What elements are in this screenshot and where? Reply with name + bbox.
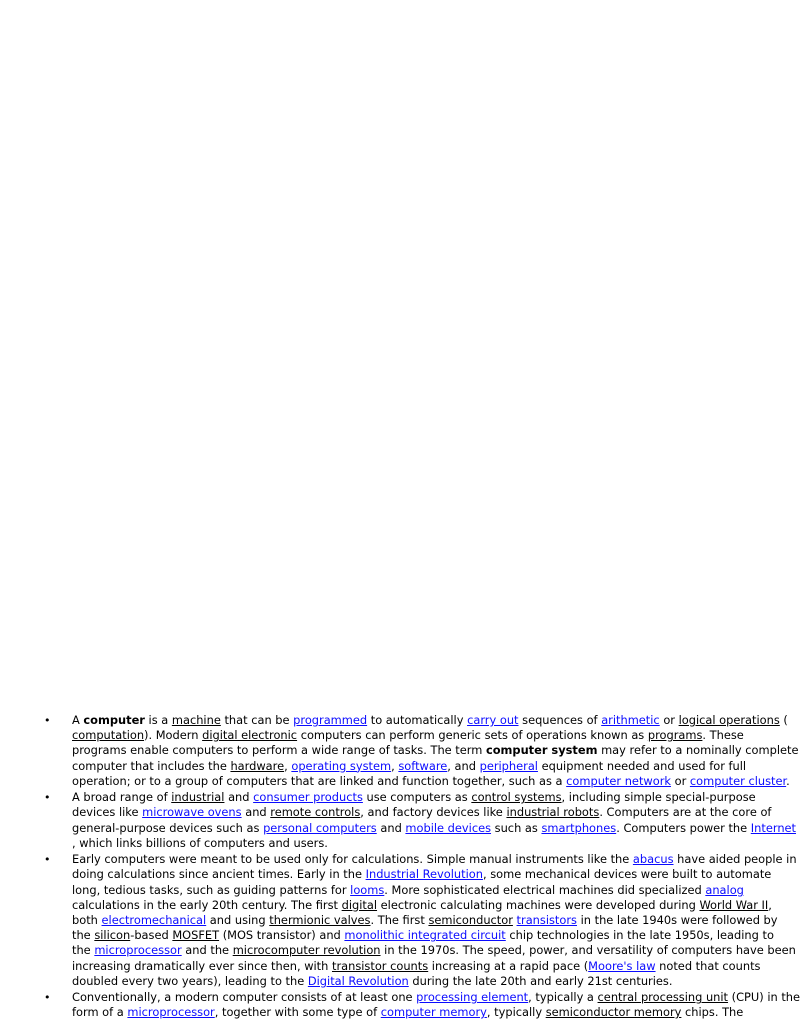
- hyperlink[interactable]: Digital Revolution: [307, 973, 409, 988]
- hyperlink[interactable]: smartphones: [541, 820, 617, 835]
- hyperlink[interactable]: personal computers: [263, 820, 377, 835]
- text-run: ). Modern: [144, 728, 203, 743]
- text-line: [72, 805, 771, 820]
- text-run: chips. The: [681, 1005, 744, 1020]
- hyperlink[interactable]: thermionic valves: [269, 912, 371, 927]
- text-run: ,: [284, 758, 292, 773]
- text-run: in the 1970s. The speed, power, and versatility of computers have been: [380, 943, 796, 958]
- hyperlink[interactable]: mobile devices: [405, 820, 492, 835]
- bold-term: computer system: [485, 743, 598, 758]
- text-run: . More sophisticated electrical machines did specialized: [384, 882, 706, 897]
- text-run: (CPU) in the: [728, 990, 800, 1005]
- text-run: , and: [447, 758, 480, 773]
- hyperlink[interactable]: digital electronic: [202, 728, 298, 743]
- text-line: [72, 821, 796, 836]
- hyperlink[interactable]: carry out: [467, 713, 519, 727]
- hyperlink[interactable]: logical operations: [678, 713, 780, 727]
- text-line: [72, 898, 772, 913]
- text-line: [72, 852, 797, 867]
- text-line: [72, 883, 744, 898]
- hyperlink[interactable]: Industrial Revolution: [365, 867, 483, 882]
- text-run: equipment needed and used for full: [537, 758, 747, 773]
- hyperlink[interactable]: arithmetic: [601, 713, 660, 727]
- text-line: [72, 1005, 743, 1020]
- text-run: the: [72, 928, 95, 943]
- hyperlink[interactable]: looms: [350, 882, 385, 897]
- hyperlink[interactable]: microprocessor: [127, 1005, 215, 1020]
- text-line: [72, 774, 790, 789]
- text-run: have aided people in: [673, 852, 797, 867]
- text-run: programs enable computers to perform a wide range of tasks. The term: [72, 743, 486, 758]
- text-run: during the late 20th and early 21st centuries.: [408, 973, 673, 988]
- text-run: , together with some type of: [214, 1005, 381, 1020]
- text-run: computer that includes the: [72, 758, 231, 773]
- text-run: (: [779, 713, 788, 727]
- text-run: and: [376, 820, 406, 835]
- bullet-marker: •: [44, 791, 51, 805]
- text-run: . Computers power the: [616, 820, 751, 835]
- text-run: Early computers were meant to be used only for calculations. Simple manual instruments like the: [72, 852, 633, 867]
- text-run: operation; or to a group of computers that are linked and function together, such as a: [72, 773, 567, 788]
- text-run: doing calculations since ancient times. Early in the: [72, 867, 366, 882]
- text-run: . The first: [370, 912, 429, 927]
- text-run: , some mechanical devices were built to automate: [482, 867, 772, 882]
- text-line: [72, 974, 672, 989]
- text-run: noted that counts: [655, 958, 761, 973]
- text-run: ,: [391, 758, 399, 773]
- hyperlink[interactable]: Internet: [750, 820, 797, 835]
- hyperlink[interactable]: monolithic integrated circuit: [344, 928, 506, 943]
- text-run: , which links billions of computers and users.: [72, 835, 328, 850]
- text-run: doubled every two years), leading to the: [72, 973, 308, 988]
- text-run: calculations in the early 20th century. The first: [72, 897, 342, 912]
- hyperlink[interactable]: microwave ovens: [142, 805, 242, 820]
- text-run: A: [72, 713, 84, 727]
- hyperlink[interactable]: central processing unit: [597, 990, 729, 1005]
- hyperlink[interactable]: silicon: [94, 928, 131, 943]
- text-line: [72, 713, 788, 728]
- hyperlink[interactable]: computation: [72, 728, 145, 743]
- text-line: [72, 913, 778, 928]
- bullet-marker: •: [44, 991, 51, 1005]
- text-run: (MOS transistor) and: [219, 928, 345, 943]
- hyperlink[interactable]: transistor counts: [331, 958, 429, 973]
- text-line: [72, 867, 771, 882]
- text-run: may refer to a nominally complete: [597, 743, 799, 758]
- text-run: and using: [206, 912, 270, 927]
- text-run: devices like: [72, 805, 143, 820]
- hyperlink[interactable]: computer network: [566, 773, 671, 788]
- text-run: to automatically: [367, 713, 468, 727]
- text-run: increasing at a rapid pace (: [428, 958, 589, 973]
- text-run: use computers as: [362, 790, 472, 805]
- hyperlink[interactable]: World War II: [699, 897, 769, 912]
- text-run: . Computers are at the core of: [599, 805, 772, 820]
- text-run: long, tedious tasks, such as guiding patterns for: [72, 882, 351, 897]
- text-run: computers can perform generic sets of operations known as: [297, 728, 648, 743]
- text-run: Conventionally, a modern computer consists of at least one: [72, 990, 417, 1005]
- hyperlink[interactable]: abacus: [632, 852, 674, 867]
- text-run: , typically a: [528, 990, 598, 1005]
- text-run: .: [786, 773, 790, 788]
- hyperlink[interactable]: electromechanical: [101, 912, 207, 927]
- hyperlink[interactable]: industrial: [171, 790, 225, 805]
- text-run: . These: [702, 728, 744, 743]
- text-run: and: [241, 805, 271, 820]
- bullet-marker: •: [44, 714, 51, 727]
- hyperlink[interactable]: software: [398, 758, 448, 773]
- text-run: or: [659, 713, 679, 727]
- hyperlink[interactable]: consumer products: [253, 790, 363, 805]
- hyperlink[interactable]: programs: [647, 728, 703, 743]
- hyperlink[interactable]: industrial robots: [506, 805, 600, 820]
- text-run: , including simple special-purpose: [561, 790, 756, 805]
- hyperlink[interactable]: semiconductor memory: [545, 1005, 682, 1020]
- text-run: both: [72, 912, 102, 927]
- text-run: -based: [130, 928, 173, 943]
- text-line: [72, 928, 774, 943]
- hyperlink[interactable]: operating system: [291, 758, 392, 773]
- text-run: in the late 1940s were followed by: [576, 912, 778, 927]
- bullet-marker: •: [44, 853, 51, 867]
- text-run: general-purpose devices such as: [72, 820, 264, 835]
- hyperlink[interactable]: transistors: [516, 912, 577, 927]
- hyperlink[interactable]: microcomputer revolution: [232, 943, 381, 958]
- hyperlink[interactable]: digital: [341, 897, 378, 912]
- text-line: [72, 728, 744, 743]
- hyperlink[interactable]: hardware: [230, 758, 285, 773]
- hyperlink[interactable]: computer memory: [380, 1005, 487, 1020]
- text-run: and the: [181, 943, 233, 958]
- text-line: [72, 836, 328, 851]
- hyperlink[interactable]: remote controls: [270, 805, 361, 820]
- text-line: [72, 959, 761, 974]
- text-run: such as: [491, 820, 542, 835]
- text-run: and: [224, 790, 254, 805]
- text-run: sequences of: [518, 713, 602, 727]
- hyperlink[interactable]: analog: [705, 882, 744, 897]
- text-run: A broad range of: [72, 790, 172, 805]
- text-run: increasing dramatically ever since then, with: [72, 958, 332, 973]
- text-line: [72, 743, 799, 758]
- text-run: is a: [144, 713, 172, 727]
- text-run: or: [670, 773, 690, 788]
- text-run: that can be: [220, 713, 294, 727]
- text-line: [72, 759, 746, 774]
- text-run: chip technologies in the late 1950s, leading to: [505, 928, 774, 943]
- text-run: electronic calculating machines were developed during: [377, 897, 700, 912]
- text-run: , typically: [486, 1005, 546, 1020]
- text-line: [72, 943, 796, 958]
- hyperlink[interactable]: processing element: [416, 990, 529, 1005]
- hyperlink[interactable]: MOSFET: [172, 928, 220, 943]
- text-run: form of a: [72, 1005, 128, 1020]
- hyperlink[interactable]: control systems: [471, 790, 562, 805]
- text-run: the: [72, 943, 95, 958]
- hyperlink[interactable]: peripheral: [479, 758, 538, 773]
- hyperlink[interactable]: computer cluster: [689, 773, 787, 788]
- hyperlink[interactable]: machine: [171, 713, 221, 727]
- hyperlink[interactable]: programmed: [293, 713, 368, 727]
- hyperlink[interactable]: semiconductor: [428, 912, 513, 927]
- text-run: ,: [768, 897, 772, 912]
- text-line: [72, 990, 800, 1005]
- text-run: , and factory devices like: [360, 805, 507, 820]
- text-line: [72, 790, 756, 805]
- hyperlink[interactable]: microprocessor: [94, 943, 182, 958]
- hyperlink[interactable]: Moore's law: [588, 958, 656, 973]
- bold-term: computer: [83, 713, 145, 727]
